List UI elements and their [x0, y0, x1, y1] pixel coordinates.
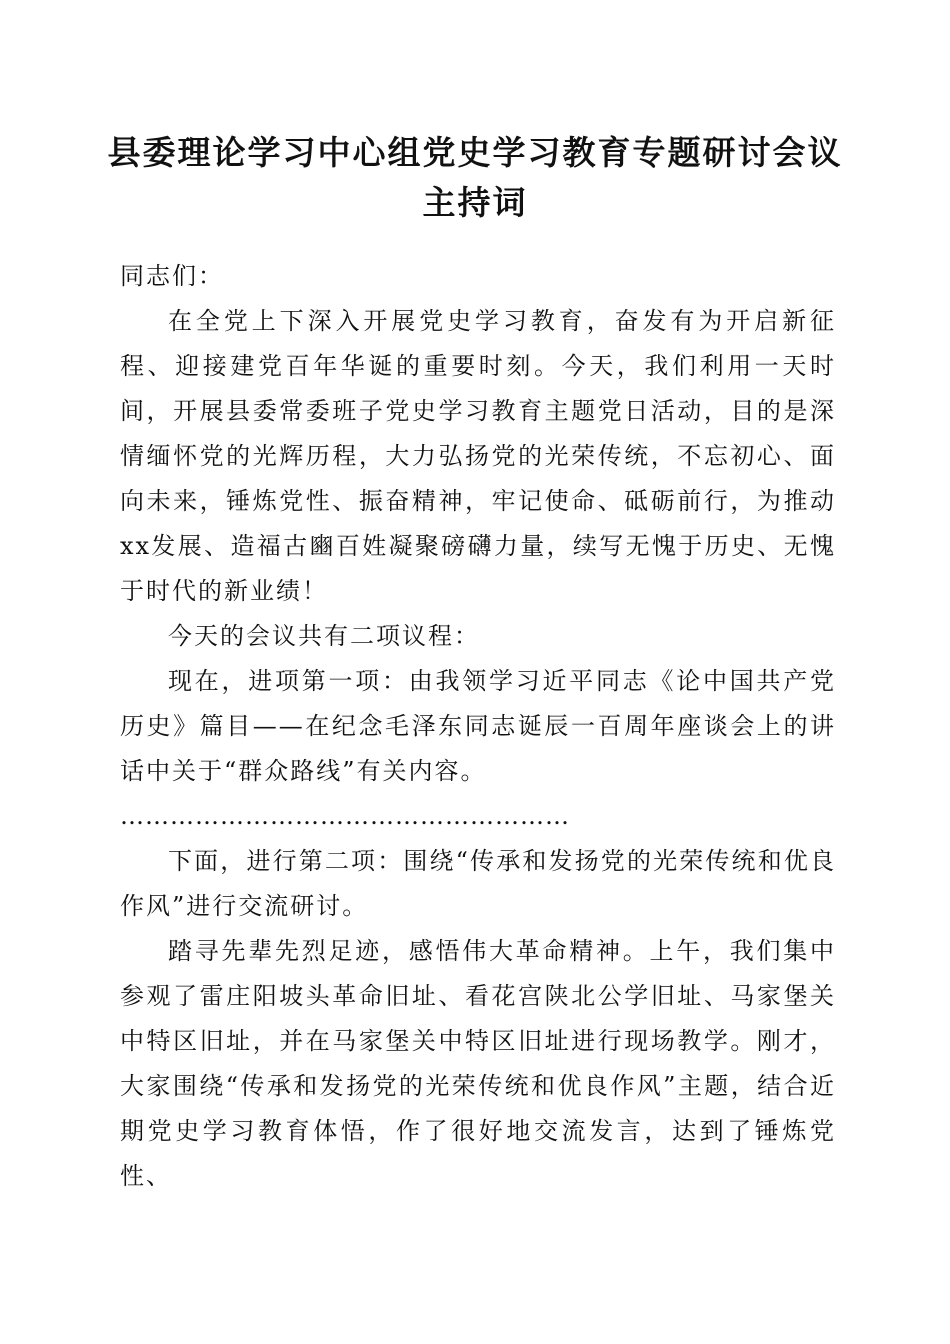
ellipsis-divider: ……………………………………………… — [120, 802, 570, 830]
salutation: 同志们： — [120, 262, 224, 290]
paragraph-opening: 在全党上下深入开展党史学习教育，奋发有为开启新征程、迎接建党百年华诞的重要时刻。今天，我们利用一天时间，开展县委常委班子党史学习教育主题党日活动，目的是深情缅怀党的光辉历程，大力弘扬党的光荣传统，不忘初心、面向未来，锤炼党性、振奋精神，牢记使命、砥砺前行，为推动xx发展、造福古豳百姓凝聚磅礴力量，续写无愧于历史、无愧于时代的新业绩！ — [120, 307, 836, 605]
document-body — [120, 254, 836, 1199]
paragraph-item-two: 下面，进行第二项：围绕“传承和发扬党的光荣传统和优良作风”进行交流研讨。 — [120, 847, 836, 920]
paragraph-item-one: 现在，进项第一项：由我领学习近平同志《论中国共产党历史》篇目——在纪念毛泽东同志诞辰一百周年座谈会上的讲话中关于“群众路线”有关内容。 — [120, 667, 836, 785]
paragraph-agenda: 今天的会议共有二项议程： — [168, 622, 480, 650]
document-title: 县委理论学习中心组党史学习教育专题研讨会议主持词 — [107, 133, 843, 222]
paragraph-summary: 踏寻先辈先烈足迹，感悟伟大革命精神。上午，我们集中参观了雷庄阳坡头革命旧址、看花宫陕北公学旧址、马家堡关中特区旧址，并在马家堡关中特区旧址进行现场教学。刚才，大家围绕“传承和发扬党的光荣传统和优良作风”主题，结合近期党史学习教育体悟，作了很好地交流发言，达到了锤炼党性、 — [120, 937, 836, 1190]
